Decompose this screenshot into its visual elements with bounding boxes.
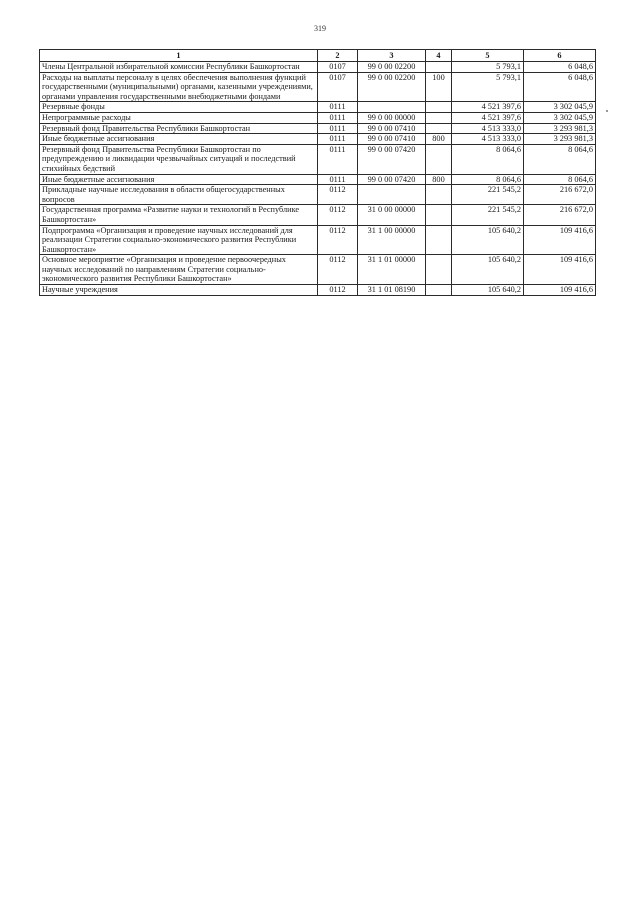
cell-expense-type [426,144,452,174]
cell-article: 99 0 00 00000 [358,112,426,123]
cell-article: 99 0 00 02200 [358,62,426,73]
table-row [40,134,596,145]
cell-section: 0112 [318,255,358,285]
table-row [40,62,596,73]
cell-expense-type [426,62,452,73]
header-col-4: 4 [426,50,452,62]
cell-section: 0111 [318,123,358,134]
cell-article: 99 0 00 07420 [358,174,426,185]
cell-expense-type: 800 [426,174,452,185]
cell-section: 0112 [318,225,358,255]
cell-name: Иные бюджетные ассигнования [40,174,318,185]
cell-amount-year2: 216 672,0 [524,185,596,205]
cell-section: 0107 [318,72,358,102]
cell-name: Резервный фонд Правительства Республики Башкортостан по предупреждению и ликвидации чрезвычайных ситуаций и последствий стихийных бедствий [40,144,318,174]
cell-section: 0111 [318,112,358,123]
cell-section: 0111 [318,144,358,174]
cell-article: 99 0 00 07410 [358,123,426,134]
cell-name: Основное мероприятие «Организация и проведение первоочередных научных исследований по направлениям Стратегии социально-экономического развития Республики Башкортостан» [40,255,318,285]
cell-amount-year1: 8 064,6 [452,144,524,174]
header-col-6: 6 [524,50,596,62]
cell-amount-year1: 8 064,6 [452,174,524,185]
cell-article: 31 1 00 00000 [358,225,426,255]
budget-table [39,49,596,296]
cell-amount-year1: 105 640,2 [452,285,524,296]
cell-amount-year1: 221 545,2 [452,205,524,225]
cell-article: 99 0 00 02200 [358,72,426,102]
cell-section: 0112 [318,285,358,296]
table-row [40,285,596,296]
table-row [40,255,596,285]
cell-amount-year1: 5 793,1 [452,62,524,73]
cell-article: 31 1 01 00000 [358,255,426,285]
cell-amount-year2: 3 293 981,3 [524,134,596,145]
cell-section: 0111 [318,102,358,113]
header-col-3: 3 [358,50,426,62]
cell-amount-year2: 6 048,6 [524,72,596,102]
cell-expense-type [426,225,452,255]
header-col-1: 1 [40,50,318,62]
cell-amount-year2: 109 416,6 [524,255,596,285]
cell-expense-type [426,112,452,123]
cell-section: 0111 [318,134,358,145]
cell-amount-year2: 3 302 045,9 [524,112,596,123]
cell-article [358,185,426,205]
cell-amount-year2: 3 293 981,3 [524,123,596,134]
cell-name: Непрограммные расходы [40,112,318,123]
cell-amount-year1: 105 640,2 [452,225,524,255]
header-row [40,50,596,62]
cell-name: Прикладные научные исследования в области общегосударственных вопросов [40,185,318,205]
cell-name: Научные учреждения [40,285,318,296]
cell-expense-type [426,102,452,113]
table-row [40,205,596,225]
cell-amount-year2: 3 302 045,9 [524,102,596,113]
cell-expense-type [426,255,452,285]
cell-amount-year2: 6 048,6 [524,62,596,73]
cell-amount-year2: 8 064,6 [524,144,596,174]
table-row [40,225,596,255]
table-row [40,112,596,123]
cell-amount-year1: 221 545,2 [452,185,524,205]
cell-amount-year2: 109 416,6 [524,225,596,255]
cell-amount-year2: 8 064,6 [524,174,596,185]
table-row [40,123,596,134]
cell-amount-year1: 4 513 333,0 [452,134,524,145]
cell-article: 99 0 00 07410 [358,134,426,145]
cell-article: 99 0 00 07420 [358,144,426,174]
cell-name: Резервные фонды [40,102,318,113]
table-row [40,185,596,205]
table-row [40,144,596,174]
cell-name: Подпрограмма «Организация и проведение научных исследований для реализации Стратегии социально-экономического развития Республики Башкортостан» [40,225,318,255]
cell-article [358,102,426,113]
cell-amount-year1: 4 521 397,6 [452,102,524,113]
table-header [40,50,596,62]
table-row [40,102,596,113]
header-col-5: 5 [452,50,524,62]
cell-section: 0112 [318,205,358,225]
cell-section: 0111 [318,174,358,185]
cell-expense-type [426,285,452,296]
cell-amount-year1: 105 640,2 [452,255,524,285]
cell-expense-type [426,205,452,225]
cell-article: 31 0 00 00000 [358,205,426,225]
table-row [40,72,596,102]
table-body [40,62,596,296]
cell-amount-year2: 216 672,0 [524,205,596,225]
cell-name: Члены Центральной избирательной комиссии Республики Башкортостан [40,62,318,73]
cell-name: Расходы на выплаты персоналу в целях обеспечения выполнения функций государственными (муниципальными) органами, казенными учреждениями, органами управления государственными внебюджетными фондами [40,72,318,102]
cell-name: Государственная программа «Развитие науки и технологий в Республике Башкортостан» [40,205,318,225]
scan-speck [606,110,608,112]
header-col-2: 2 [318,50,358,62]
cell-section: 0107 [318,62,358,73]
cell-amount-year1: 4 521 397,6 [452,112,524,123]
table-row [40,174,596,185]
cell-expense-type: 800 [426,134,452,145]
cell-amount-year2: 109 416,6 [524,285,596,296]
cell-amount-year1: 5 793,1 [452,72,524,102]
cell-expense-type [426,123,452,134]
cell-amount-year1: 4 513 333,0 [452,123,524,134]
cell-section: 0112 [318,185,358,205]
cell-expense-type [426,185,452,205]
cell-expense-type: 100 [426,72,452,102]
page-number: 319 [314,24,326,33]
cell-article: 31 1 01 08190 [358,285,426,296]
cell-name: Иные бюджетные ассигнования [40,134,318,145]
cell-name: Резервный фонд Правительства Республики Башкортостан [40,123,318,134]
